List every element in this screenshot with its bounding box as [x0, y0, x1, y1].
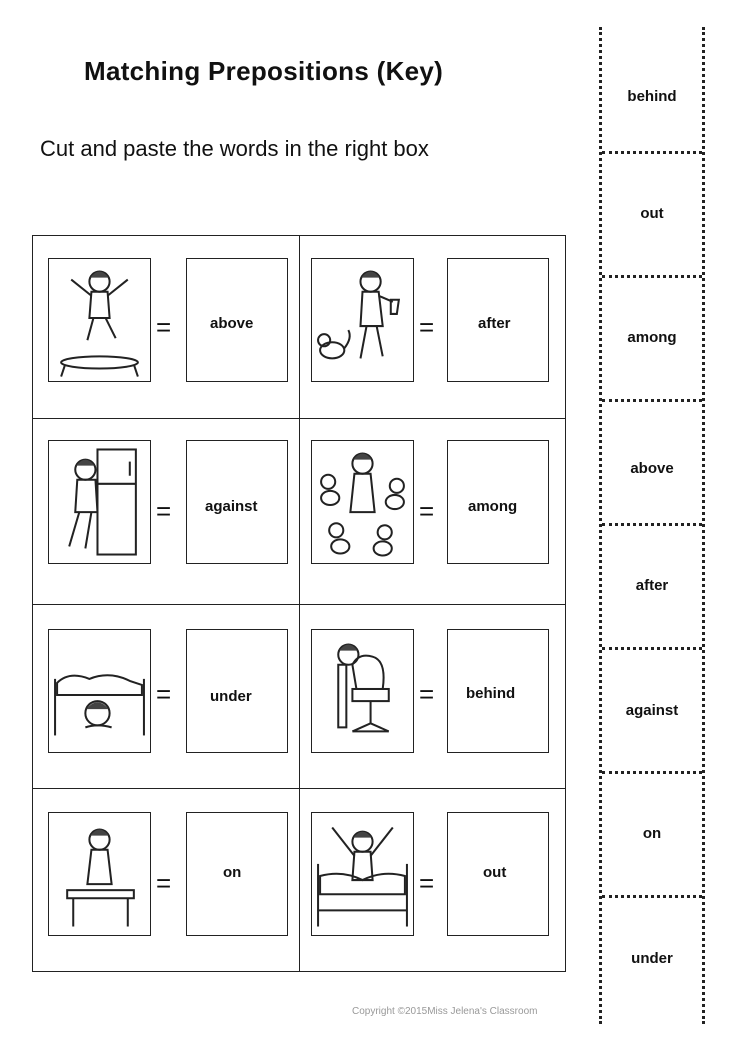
answer-out: out [483, 864, 507, 881]
answer-behind: behind [466, 685, 516, 702]
equals-sign: = [156, 312, 172, 342]
worksheet-title: Matching Prepositions (Key) [84, 56, 444, 86]
cut-line [602, 151, 702, 154]
equals-sign: = [419, 312, 435, 342]
boy-trampoline-illustration [49, 259, 150, 381]
cut-line [602, 399, 702, 402]
picture-behind [311, 629, 414, 753]
picture-above [48, 258, 151, 382]
cut-line [602, 523, 702, 526]
copyright-notice: Copyright ©2015Miss Jelena's Classroom [352, 1006, 538, 1017]
equals-sign: = [419, 679, 435, 709]
cut-line [602, 647, 702, 650]
grid-divider-row-3 [33, 788, 565, 789]
cutout-word: above [630, 460, 674, 477]
girl-cats-illustration [312, 441, 413, 563]
matching-grid [32, 235, 566, 972]
cut-line [602, 771, 702, 774]
answer-after: after [478, 315, 511, 332]
answer-among: among [468, 498, 518, 515]
cutout-word: out [640, 205, 664, 222]
grid-divider-row-1 [33, 418, 565, 419]
equals-sign: = [156, 496, 172, 526]
picture-on [48, 812, 151, 936]
answer-above: above [210, 315, 254, 332]
answer-on: on [223, 864, 242, 881]
answer-against: against [205, 498, 258, 515]
answer-under: under [210, 688, 252, 705]
girl-cat-illustration [312, 259, 413, 381]
cutout-word: among [627, 329, 677, 346]
boy-bed-illustration [49, 630, 150, 752]
cutout-word: on [642, 825, 662, 842]
cutout-word-strip [599, 27, 705, 1024]
equals-sign: = [156, 868, 172, 898]
picture-out [311, 812, 414, 936]
girl-table-illustration [49, 813, 150, 935]
cut-line [602, 275, 702, 278]
cutout-word: after [635, 577, 669, 594]
equals-sign: = [156, 679, 172, 709]
picture-after [311, 258, 414, 382]
grid-divider-row-2 [33, 604, 565, 605]
cutout-word: under [631, 950, 673, 967]
equals-sign: = [419, 868, 435, 898]
cut-line [602, 895, 702, 898]
picture-under [48, 629, 151, 753]
equals-sign: = [419, 496, 435, 526]
cutout-word: behind [627, 88, 677, 105]
instructions: Cut and paste the words in the right box [40, 136, 429, 161]
girl-out-of-bed-illustration [312, 813, 413, 935]
boy-fridge-illustration [49, 441, 150, 563]
picture-among [311, 440, 414, 564]
picture-against [48, 440, 151, 564]
cutout-word: against [625, 702, 679, 719]
boy-chair-illustration [312, 630, 413, 752]
